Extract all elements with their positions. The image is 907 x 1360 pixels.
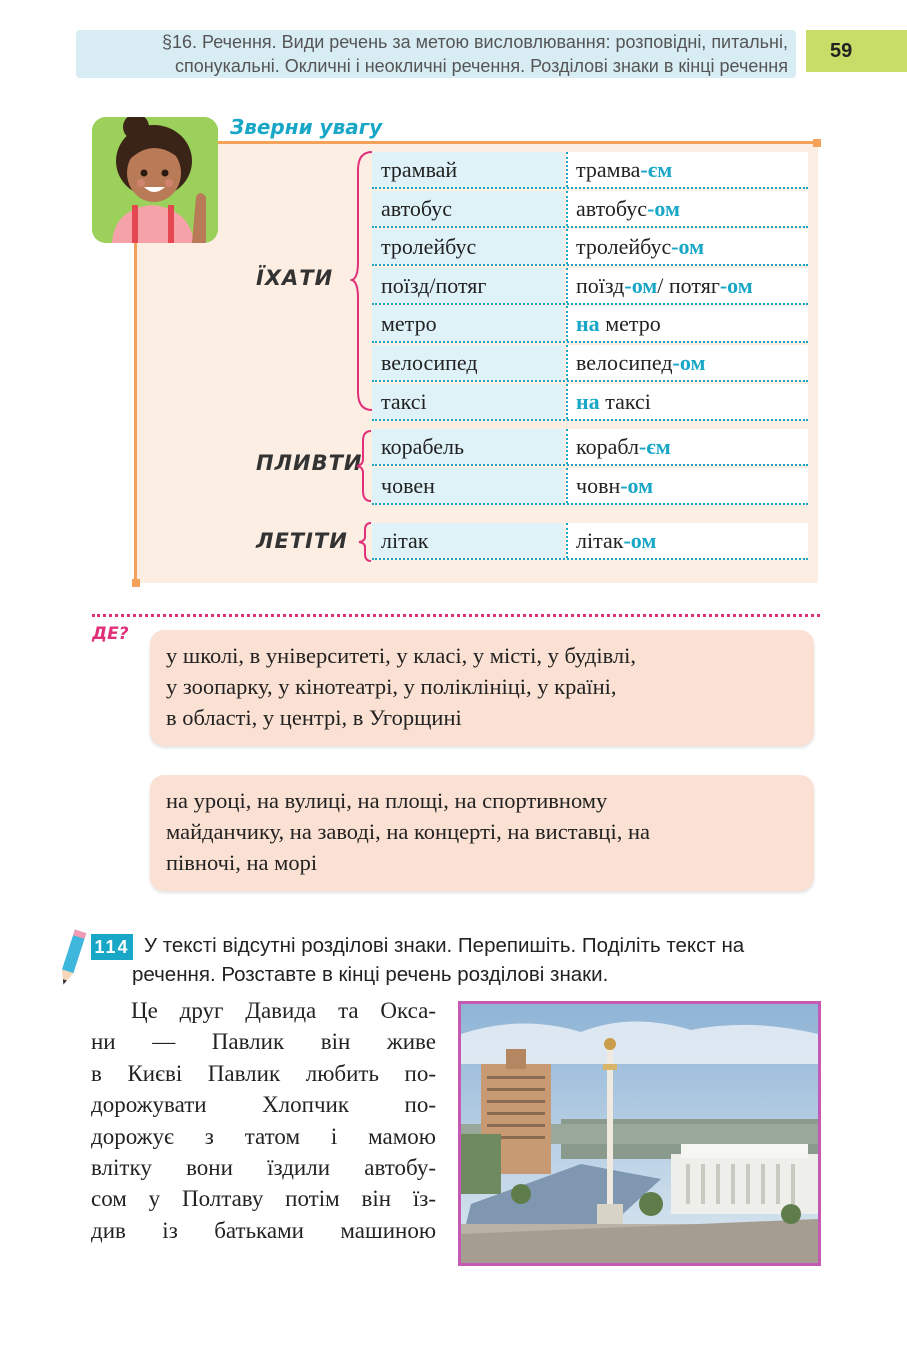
section-header-line1: §16. Речення. Види речень за метою висловлювання: розповідні, питальні,	[161, 32, 788, 52]
noun-cell: трамвай	[372, 152, 564, 187]
table-row	[372, 429, 808, 466]
text-line: ни — Павлик він живе	[91, 1029, 436, 1055]
text-line: дорожує з татом і мамою	[91, 1123, 436, 1149]
noun-cell: поїзд/потяг	[372, 268, 564, 303]
note-title: Зверни увагу	[230, 115, 383, 139]
table-row	[372, 152, 808, 189]
text-line: Це друг Давида та Окса-	[131, 998, 436, 1023]
form-cell: на метро	[566, 306, 808, 341]
text-line: в Києві Павлик любить по-	[91, 1060, 436, 1086]
exercise-instruction: У тексті відсутні розділові знаки. Перепишіть. Поділіть текст на речення. Розставте в кінці речень розділові знаки.	[132, 934, 745, 986]
form-cell: велосипед-ом	[566, 345, 808, 380]
brace-icon	[350, 150, 374, 412]
where-line: у школі, в університеті, у класі, у місті, у будівлі,	[166, 643, 636, 668]
where-line: майданчику, на заводі, на концерті, на виставці, на	[166, 819, 650, 844]
group-table	[372, 152, 808, 422]
noun-cell: таксі	[372, 384, 564, 419]
noun-cell: літак	[372, 523, 564, 558]
section-header	[76, 30, 796, 78]
table-row	[372, 306, 808, 343]
section-header-line2: спонукальні. Окличні і неокличні речення. Розділові знаки в кінці речення	[174, 56, 788, 76]
text-line: дорожувати Хлопчик по-	[91, 1092, 436, 1118]
text-line: сом у Полтаву потім він їз-	[91, 1186, 436, 1212]
where-line: у зоопарку, у кінотеатрі, у поліклініці, у країні,	[166, 674, 617, 699]
where-line: на уроці, на вулиці, на площі, на спортивному	[166, 788, 608, 813]
table-row	[372, 191, 808, 228]
kyiv-square-photo	[458, 1001, 821, 1266]
noun-cell: корабель	[372, 429, 564, 464]
table-row	[372, 229, 808, 266]
form-cell: на таксі	[566, 384, 808, 419]
noun-cell: метро	[372, 306, 564, 341]
verb-label: ЛЕТІТИ	[256, 529, 348, 553]
table-row	[372, 345, 808, 382]
text-line: див із батьками машиною	[91, 1217, 436, 1243]
table-row	[372, 268, 808, 305]
noun-cell: велосипед	[372, 345, 564, 380]
page-number: 59	[806, 30, 907, 72]
table-row	[372, 384, 808, 421]
form-cell: тролейбус-ом	[566, 229, 808, 264]
table-row	[372, 523, 808, 560]
note-corner-dot	[813, 139, 821, 147]
form-cell: трамва-єм	[566, 152, 808, 187]
form-cell: автобус-ом	[566, 191, 808, 226]
verb-label: ПЛИВТИ	[256, 451, 363, 475]
pencil-icon	[56, 928, 88, 988]
noun-cell: човен	[372, 468, 564, 503]
form-cell: корабл-єм	[566, 429, 808, 464]
brace-icon	[355, 429, 373, 503]
group-table	[372, 523, 808, 562]
brace-icon	[357, 521, 373, 563]
note-border-top	[218, 141, 818, 144]
group-table	[372, 429, 808, 506]
form-cell: човн-ом	[566, 468, 808, 503]
verb-label: ЇХАТИ	[256, 266, 334, 290]
text-line: влітку вони їздили автобу-	[91, 1155, 436, 1181]
girl-avatar-icon	[92, 117, 218, 243]
where-box-u	[150, 630, 814, 746]
where-line: півночі, на морі	[166, 850, 318, 875]
form-cell: поїзд-ом/ потяг-ом	[566, 268, 808, 303]
where-box-na	[150, 775, 814, 891]
table-row	[372, 468, 808, 505]
where-label: ДЕ?	[92, 624, 129, 644]
where-line: в області, у центрі, в Угорщині	[166, 705, 462, 730]
noun-cell: автобус	[372, 191, 564, 226]
note-border-left	[134, 243, 137, 583]
exercise-text	[91, 995, 436, 1246]
exercise-number: 114	[91, 934, 133, 960]
note-corner-dot	[132, 579, 140, 587]
dotted-divider	[92, 614, 820, 617]
form-cell: літак-ом	[566, 523, 808, 558]
noun-cell: тролейбус	[372, 229, 564, 264]
